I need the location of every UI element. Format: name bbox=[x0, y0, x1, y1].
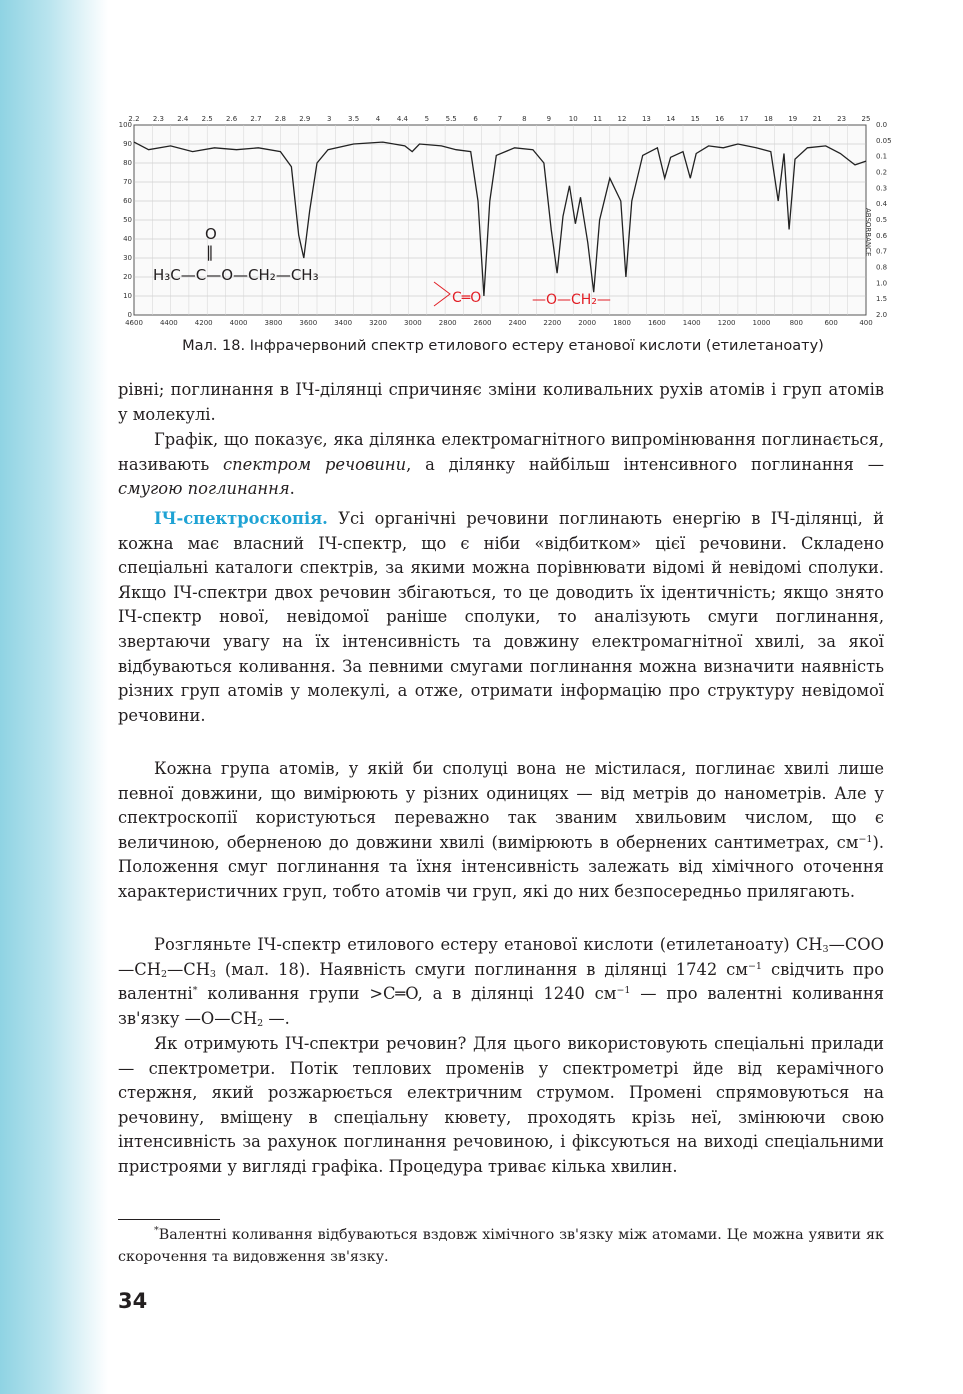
wavelength-tick-label: 2.7 bbox=[250, 115, 262, 123]
wavenumber-tick-label: 3000 bbox=[403, 319, 422, 327]
p5-sub: 2 bbox=[257, 1017, 264, 1029]
wavenumber-tick-label: 2400 bbox=[508, 319, 527, 327]
p4-text-a: Кожна група атомів, у якій би сполуці вона не містилася, поглинає хвилі лише певної довжини, що вимірюють у різних одиницях — від метрів до нанометрів. Але у спектроскопії користуються переважно так званим хвильовим числом, що є величиною, оберненою до довжини хвилі (вимірюють в обернених сантиметрах, см bbox=[118, 759, 884, 852]
paragraph-1 bbox=[118, 378, 884, 427]
wavelength-tick-label: 12 bbox=[617, 115, 627, 123]
p5-text: свідчить про валентні bbox=[118, 959, 884, 1004]
wavenumber-tick-label: 4400 bbox=[159, 319, 178, 327]
p5-text: —. bbox=[263, 1008, 290, 1028]
wavelength-tick-label: 19 bbox=[788, 115, 798, 123]
wavenumber-tick-label: 1200 bbox=[717, 319, 736, 327]
transmittance-tick-label: 60 bbox=[123, 197, 132, 205]
absorbance-tick-label: 0.6 bbox=[876, 231, 888, 240]
wavenumber-tick-label: 4600 bbox=[125, 319, 143, 327]
absorbance-tick-label: 0.3 bbox=[876, 184, 888, 193]
annotation-ether-ch2: —O—CH₂— bbox=[532, 292, 611, 308]
footnote-divider bbox=[118, 1219, 220, 1220]
transmittance-tick-label: 20 bbox=[123, 273, 132, 281]
wavelength-tick-label: 7 bbox=[497, 115, 503, 123]
wavenumber-tick-label: 400 bbox=[859, 319, 873, 327]
wavenumber-tick-label: 3200 bbox=[369, 319, 387, 327]
wavenumber-tick-label: 3800 bbox=[264, 319, 283, 327]
wavelength-tick-label: 11 bbox=[593, 115, 603, 123]
absorbance-tick-label: 0.2 bbox=[876, 168, 888, 177]
footnote-star: * bbox=[154, 1225, 159, 1236]
absorbance-tick-label: 1.5 bbox=[876, 295, 888, 304]
wavelength-tick-label: 2.8 bbox=[274, 115, 286, 123]
absorbance-tick-label: 0.7 bbox=[876, 247, 888, 256]
footnote-text: Валентні коливання відбуваються вздовж хімічного зв'язку між атомами. Це можна уявити як скорочення та видовження зв'язку. bbox=[118, 1227, 884, 1265]
footnote bbox=[118, 1224, 884, 1268]
transmittance-tick-label: 70 bbox=[123, 178, 132, 186]
paragraph-2 bbox=[118, 428, 884, 502]
wavenumber-tick-label: 1600 bbox=[647, 319, 666, 327]
paragraph-1-text: рівні; поглинання в ІЧ-ділянці спричиняє зміни коливальних рухів атомів і груп атомів у молекулі. bbox=[118, 380, 884, 424]
wavenumber-tick-label: 2000 bbox=[578, 319, 597, 327]
p5-sub: 3 bbox=[822, 944, 829, 955]
p2-text-c: . bbox=[289, 479, 295, 499]
wavelength-tick-label: 23 bbox=[837, 115, 847, 123]
wavelength-tick-label: 10 bbox=[568, 115, 578, 123]
wavelength-tick-label: 8 bbox=[522, 115, 527, 123]
p5-text: Розгляньте ІЧ-спектр етилового естеру етанової кислоти (етилетаноату) CH bbox=[154, 935, 823, 954]
page-margin-strip bbox=[0, 0, 108, 1394]
p5-text: , а в ділянці 1240 см bbox=[417, 984, 617, 1004]
absorbance-tick-label: 0.4 bbox=[876, 200, 888, 209]
transmittance-tick-label: 30 bbox=[123, 254, 132, 262]
ir-spectrum-figure bbox=[118, 108, 892, 330]
transmittance-tick-label: 80 bbox=[123, 159, 132, 167]
wavelength-tick-label: 13 bbox=[641, 115, 651, 123]
transmittance-tick-label: 10 bbox=[123, 292, 132, 300]
wavenumber-tick-label: 1000 bbox=[752, 319, 771, 327]
wavenumber-tick-label: 1400 bbox=[682, 319, 701, 327]
page-number: 34 bbox=[118, 1289, 148, 1313]
wavenumber-tick-label: 600 bbox=[824, 319, 838, 327]
wavelength-tick-label: 21 bbox=[812, 115, 822, 123]
wavelength-tick-label: 16 bbox=[715, 115, 725, 123]
section-heading-ir-spectroscopy: ІЧ-спектроскопія. bbox=[154, 509, 328, 528]
p5-text: (мал. 18). Наявність смуги поглинання в ділянці 1742 см bbox=[215, 959, 748, 979]
term-absorption-band: смугою поглинання bbox=[118, 479, 290, 499]
wavelength-tick-label: 4.4 bbox=[396, 115, 408, 123]
wavelength-tick-label: 15 bbox=[690, 115, 700, 123]
wavenumber-tick-label: 2800 bbox=[438, 319, 457, 327]
absorbance-tick-label: 1.0 bbox=[876, 279, 888, 288]
absorbance-tick-label: 0.5 bbox=[876, 216, 888, 224]
transmittance-tick-label: 90 bbox=[123, 140, 132, 148]
absorbance-label: ABSORBANCE bbox=[864, 208, 872, 257]
wavelength-tick-label: 2.6 bbox=[226, 115, 238, 123]
wavelength-tick-label: 5 bbox=[424, 115, 430, 123]
absorbance-tick-label: 0.8 bbox=[876, 263, 888, 272]
wavelength-tick-label: 2.2 bbox=[128, 115, 140, 123]
wavenumber-tick-label: 800 bbox=[789, 319, 803, 327]
wavelength-tick-label: 6 bbox=[473, 115, 478, 123]
paragraph-4 bbox=[118, 757, 884, 905]
carbonyl-group: >C═O bbox=[369, 984, 418, 1004]
wavelength-tick-label: 5.5 bbox=[445, 115, 457, 123]
p5-sub: 2 bbox=[160, 968, 167, 980]
wavenumber-tick-label: 3400 bbox=[334, 319, 353, 327]
term-spectrum: спектром речовини bbox=[223, 454, 407, 474]
p5-text: коливання групи bbox=[197, 984, 370, 1004]
wavelength-tick-label: 14 bbox=[666, 115, 676, 123]
wavelength-tick-label: 2.5 bbox=[201, 115, 213, 123]
wavenumber-tick-label: 1800 bbox=[613, 319, 631, 327]
formula-main: H₃C—C—O—CH₂—CH₃ bbox=[153, 266, 319, 284]
wavenumber-tick-label: 4200 bbox=[194, 319, 213, 327]
p2-text-b: , а ділянку найбільш інтенсивного поглинання — bbox=[406, 454, 884, 474]
p4-text-b: ). Положення смуг поглинання та їхня інтенсивність залежать від хімічного оточення характеристичних груп, тобто атомів чи груп, які до них безпосередньо прилягають. bbox=[118, 832, 884, 901]
p5-sup: −1 bbox=[616, 985, 631, 997]
formula-double-bond: ‖ bbox=[206, 243, 214, 261]
wavelength-tick-label: 2.9 bbox=[299, 115, 311, 123]
paragraph-6 bbox=[118, 1032, 884, 1180]
wavelength-tick-label: 2.3 bbox=[152, 115, 164, 123]
absorbance-tick-label: 0.05 bbox=[876, 136, 892, 145]
transmittance-tick-label: 50 bbox=[123, 216, 132, 224]
footnote-marker: * bbox=[192, 985, 198, 997]
figure-caption: Мал. 18. Інфрачервоний спектр етилового естеру етанової кислоти (етилетаноату) bbox=[182, 338, 824, 354]
p5-text: — про валентні коливання зв'язку —O—CH bbox=[118, 984, 884, 1028]
paragraph-3 bbox=[118, 507, 884, 728]
transmittance-tick-label: 100 bbox=[118, 121, 132, 129]
transmittance-tick-label: 0 bbox=[127, 311, 132, 319]
paragraph-5 bbox=[118, 933, 884, 1031]
ir-spectrum-chart bbox=[118, 108, 892, 330]
wavelength-tick-label: 9 bbox=[546, 115, 552, 123]
wavelength-tick-label: 25 bbox=[861, 115, 871, 123]
wavelength-tick-label: 17 bbox=[739, 115, 749, 123]
p3-text: Усі органічні речовини поглинають енергію в ІЧ-ділянці, й кожна має власний ІЧ-спектр, що є ніби «відбитком» цієї речовини. Складено спеціальні каталоги спектрів, за якими можна порівнювати відомі й невідомі сполуки. Якщо ІЧ-спектри двох речовин збігаються, то це доводить їх ідентичність; якщо знято ІЧ-спектр нової, невідомої раніше сполуки, то аналізують смуги поглинання, звертаючи увагу на їх інтенсивність та довжину електромагнітної хвилі, за якої відбуваються коливання. За певними смугами поглинання можна визначити наявність різних груп атомів у молекулі, а отже, отримати інформацію про структуру невідомої речовини. bbox=[118, 509, 884, 725]
wavelength-tick-label: 2.4 bbox=[177, 115, 189, 123]
p5-sub: 3 bbox=[209, 968, 216, 980]
absorbance-tick-label: 0.1 bbox=[876, 152, 888, 161]
absorbance-tick-label: 0.0 bbox=[876, 121, 888, 129]
p5-sup: −1 bbox=[747, 960, 762, 972]
wavelength-tick-label: 18 bbox=[763, 115, 773, 123]
p4-superscript: −1 bbox=[858, 833, 873, 845]
wavenumber-tick-label: 2600 bbox=[473, 319, 492, 327]
p5-text: —CH bbox=[166, 959, 210, 979]
wavenumber-tick-label: 3600 bbox=[299, 319, 318, 327]
p5-text: —COO—CH bbox=[118, 935, 884, 979]
wavelength-tick-label: 3.5 bbox=[348, 115, 360, 123]
paragraph-6-text: Як отримують ІЧ-спектри речовин? Для цього використовують спеціальні прилади — спектрометри. Потік теплових променів у спектрометрі йде від керамічного стержня, який розжарюється електричним струмом. Промені спрямовуються на речовину, вміщену в спеціальну кювету, проходять крізь неї, змінюючи свою інтенсивність за рахунок поглинання речовиною, і фіксуються на виході спеціальними пристроями у вигляді графіка. Процедура триває кілька хвилин. bbox=[118, 1034, 884, 1176]
formula-top-oxygen: O bbox=[205, 225, 217, 243]
wavenumber-tick-label: 2200 bbox=[543, 319, 562, 327]
transmittance-tick-label: 40 bbox=[123, 235, 132, 243]
annotation-carbonyl: C═O bbox=[452, 290, 482, 306]
wavenumber-tick-label: 4000 bbox=[229, 319, 248, 327]
p2-text-a: Графік, що показує, яка ділянка електромагнітного випромінювання поглинається, називають bbox=[118, 430, 884, 474]
absorbance-tick-label: 2.0 bbox=[876, 311, 888, 319]
wavelength-tick-label: 4 bbox=[375, 115, 381, 123]
wavelength-tick-label: 3 bbox=[326, 115, 332, 123]
